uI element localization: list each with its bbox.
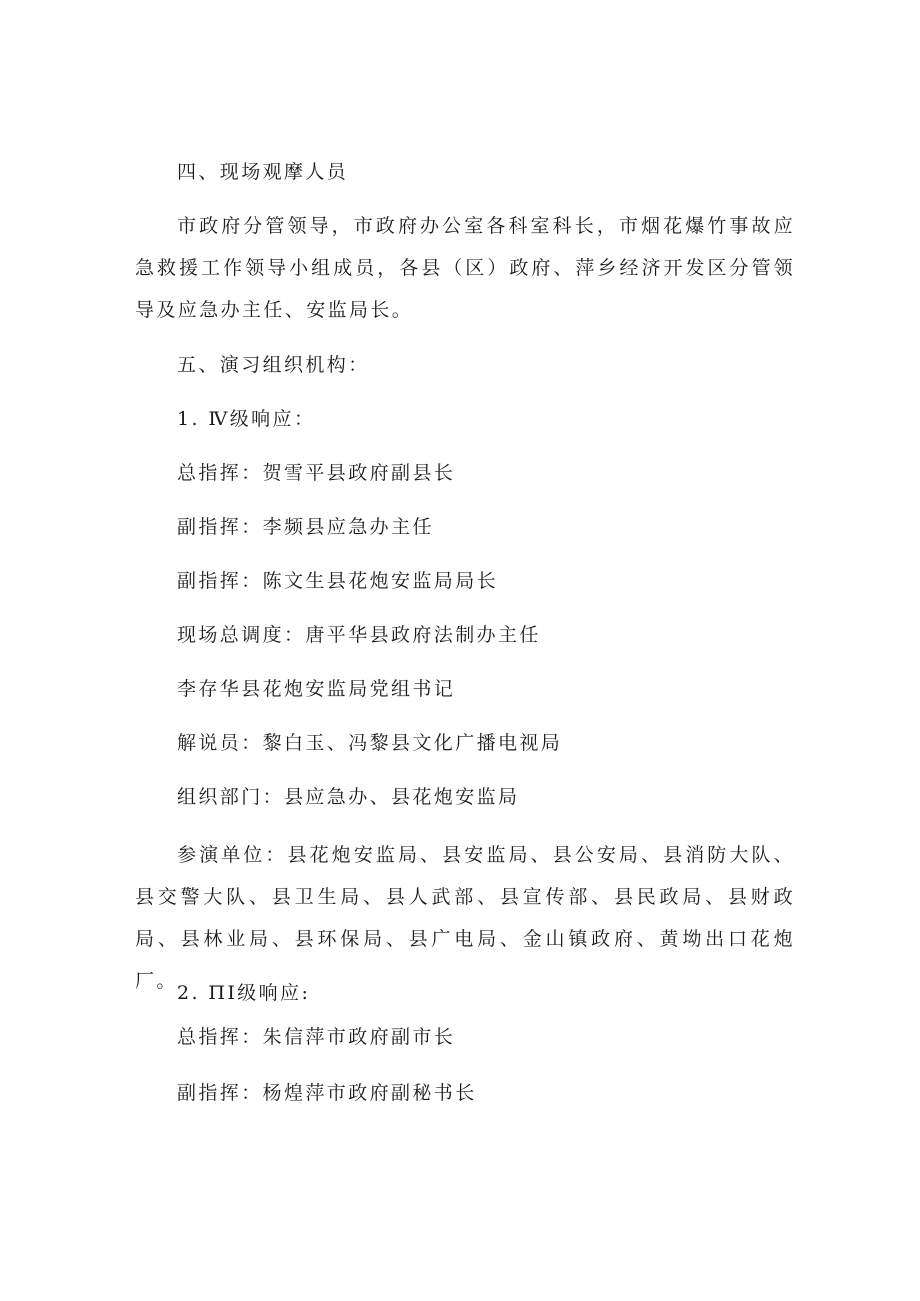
observers-paragraph: 市政府分管领导，市政府办公室各科室科长，市烟花爆竹事故应急救援工作领导小组成员，各县（区）政府、萍乡经济开发区分管领导及应急办主任、安监局长。 [135, 215, 795, 321]
level4-participants: 参演单位：县花炮安监局、县安监局、县公安局、县消防大队、县交警大队、县卫生局、县人武部、县宣传部、县民政局、县财政局、县林业局、县环保局、县广电局、金山镇政府、黄坳出口花炮厂。 [135, 844, 795, 992]
level4-dispatcher-2: 李存华县花炮安监局党组书记 [177, 678, 456, 700]
level3-commander: 总指挥：朱信萍市政府副市长 [177, 1026, 456, 1048]
level4-commander: 总指挥：贺雪平县政府副县长 [177, 462, 456, 484]
section-heading-organization: 五、演习组织机构： [177, 354, 370, 376]
section-heading-observers: 四、现场观摩人员 [177, 161, 349, 183]
level4-deputy-commander-2: 副指挥：陈文生县花炮安监局局长 [177, 570, 499, 592]
level4-dispatcher: 现场总调度：唐平华县政府法制办主任 [177, 624, 541, 646]
level4-organizer: 组织部门：县应急办、县花炮安监局 [177, 786, 520, 808]
level4-narrator: 解说员：黎白玉、冯黎县文化广播电视局 [177, 732, 563, 754]
level4-heading: 1. Ⅳ级响应： [177, 408, 316, 430]
level3-heading: 2. ΠI级响应: [177, 982, 311, 1004]
level3-deputy-commander-1: 副指挥：杨煌萍市政府副秘书长 [177, 1082, 477, 1104]
level4-deputy-commander-1: 副指挥：李频县应急办主任 [177, 516, 434, 538]
